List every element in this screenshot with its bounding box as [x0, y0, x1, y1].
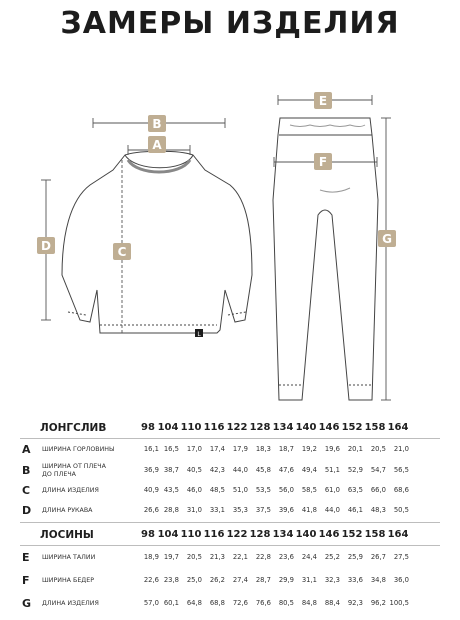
table-row — [0, 461, 460, 480]
value-cell: 48,5 — [209, 485, 225, 494]
value-cell: 21,3 — [209, 552, 225, 561]
value-cell: 17,0 — [186, 444, 202, 453]
value-cell: 39,6 — [278, 505, 294, 514]
value-cell: 18,7 — [278, 444, 294, 453]
value-cell: 53,5 — [255, 485, 271, 494]
badge-g — [378, 230, 396, 247]
size-header: 98 — [141, 529, 155, 540]
value-cell: 31,1 — [301, 575, 317, 584]
measure-label: ДЛИНА РУКАВА — [42, 506, 93, 514]
longsleeve-drawing — [62, 151, 252, 333]
table-row — [0, 501, 460, 520]
value-cell: 72,6 — [232, 598, 248, 607]
value-cell: 25,9 — [347, 552, 363, 561]
value-cell: 20,1 — [347, 444, 363, 453]
value-cell: 33,6 — [347, 575, 363, 584]
value-cell: 54,7 — [370, 465, 386, 474]
value-cell: 28,7 — [255, 575, 271, 584]
value-cell: 21,0 — [393, 444, 409, 453]
value-cell: 26,6 — [143, 505, 159, 514]
measure-label: ШИРИНА ОТ ПЛЕЧА ДО ПЛЕЧА — [42, 462, 106, 478]
size-header: 164 — [387, 529, 409, 540]
value-cell: 92,3 — [347, 598, 363, 607]
badge-a — [148, 136, 166, 153]
size-header: 134 — [272, 422, 294, 433]
value-cell: 80,5 — [278, 598, 294, 607]
measure-label: ШИРИНА БЕДЕР — [42, 576, 94, 584]
value-cell: 22,6 — [143, 575, 159, 584]
value-cell: 41,8 — [301, 505, 317, 514]
value-cell: 26,2 — [209, 575, 225, 584]
value-cell: 23,6 — [278, 552, 294, 561]
value-cell: 33,1 — [209, 505, 225, 514]
value-cell: 64,8 — [186, 598, 202, 607]
size-header: 158 — [364, 422, 386, 433]
table2-title: ЛОСИНЫ — [40, 529, 94, 541]
value-cell: 47,6 — [278, 465, 294, 474]
badge-c — [113, 243, 131, 260]
size-header: 146 — [318, 529, 340, 540]
value-cell: 25,2 — [324, 552, 340, 561]
badge-f — [314, 153, 332, 170]
value-cell: 45,8 — [255, 465, 271, 474]
value-cell: 56,0 — [278, 485, 294, 494]
value-cell: 25,0 — [186, 575, 202, 584]
badge-d — [37, 237, 55, 254]
value-cell: 24,4 — [301, 552, 317, 561]
value-cell: 20,5 — [186, 552, 202, 561]
measure-letter: F — [22, 573, 30, 587]
value-cell: 38,7 — [163, 465, 179, 474]
table2-header — [0, 526, 460, 544]
svg-text:A: A — [152, 138, 162, 152]
size-header: 98 — [141, 422, 155, 433]
size-header: 104 — [157, 529, 179, 540]
value-cell: 46,0 — [186, 485, 202, 494]
size-header: 110 — [180, 529, 202, 540]
value-cell: 42,3 — [209, 465, 225, 474]
svg-text:C: C — [117, 245, 127, 259]
value-cell: 51,0 — [232, 485, 248, 494]
size-header: 122 — [226, 529, 248, 540]
value-cell: 46,1 — [347, 505, 363, 514]
value-cell: 36,0 — [393, 575, 409, 584]
value-cell: 29,9 — [278, 575, 294, 584]
badge-b — [148, 115, 166, 132]
measure-letter: D — [22, 503, 32, 517]
value-cell: 37,5 — [255, 505, 271, 514]
measure-label: ШИРИНА ТАЛИИ — [42, 553, 96, 561]
size-header: 128 — [249, 422, 271, 433]
value-cell: 49,4 — [301, 465, 317, 474]
badge-e — [314, 92, 332, 109]
divider — [20, 438, 440, 439]
size-header: 104 — [157, 422, 179, 433]
value-cell: 17,9 — [232, 444, 248, 453]
value-cell: 20,5 — [370, 444, 386, 453]
value-cell: 34,8 — [370, 575, 386, 584]
value-cell: 32,3 — [324, 575, 340, 584]
value-cell: 40,5 — [186, 465, 202, 474]
table-row — [0, 440, 460, 459]
page-title: ЗАМЕРЫ ИЗДЕЛИЯ — [60, 6, 400, 41]
value-cell: 88,4 — [324, 598, 340, 607]
value-cell: 68,8 — [209, 598, 225, 607]
size-header: 110 — [180, 422, 202, 433]
value-cell: 27,5 — [393, 552, 409, 561]
value-cell: 22,8 — [255, 552, 271, 561]
value-cell: 52,9 — [347, 465, 363, 474]
value-cell: 35,3 — [232, 505, 248, 514]
measure-label: ДЛИНА ИЗДЕЛИЯ — [42, 599, 99, 607]
svg-text:E: E — [318, 94, 328, 108]
value-cell: 48,3 — [370, 505, 386, 514]
size-header: 164 — [387, 422, 409, 433]
value-cell: 66,0 — [370, 485, 386, 494]
measure-letter: A — [22, 442, 31, 456]
value-cell: 19,6 — [324, 444, 340, 453]
svg-text:D: D — [41, 239, 51, 253]
size-header: 116 — [203, 529, 225, 540]
size-header: 152 — [341, 529, 363, 540]
value-cell: 56,5 — [393, 465, 409, 474]
size-header: 140 — [295, 529, 317, 540]
value-cell: 40,9 — [143, 485, 159, 494]
value-cell: 61,0 — [324, 485, 340, 494]
value-cell: 76,6 — [255, 598, 271, 607]
divider — [20, 522, 440, 523]
table-row — [0, 548, 460, 567]
size-header: 140 — [295, 422, 317, 433]
value-cell: 84,8 — [301, 598, 317, 607]
measure-label: ДЛИНА ИЗДЕЛИЯ — [42, 486, 99, 494]
size-header: 116 — [203, 422, 225, 433]
table-row — [0, 594, 460, 613]
svg-text:B: B — [152, 117, 162, 131]
value-cell: 57,0 — [143, 598, 159, 607]
measure-label: ШИРИНА ГОРЛОВИНЫ — [42, 445, 115, 453]
table1-title: ЛОНГСЛИВ — [40, 422, 107, 434]
size-header: 134 — [272, 529, 294, 540]
value-cell: 19,7 — [163, 552, 179, 561]
value-cell: 26,7 — [370, 552, 386, 561]
value-cell: 36,9 — [143, 465, 159, 474]
measure-letter: B — [22, 463, 31, 477]
value-cell: 28,8 — [163, 505, 179, 514]
value-cell: 44,0 — [232, 465, 248, 474]
value-cell: 96,2 — [370, 598, 386, 607]
value-cell: 19,2 — [301, 444, 317, 453]
size-header: 122 — [226, 422, 248, 433]
value-cell: 60,1 — [163, 598, 179, 607]
value-cell: 16,5 — [163, 444, 179, 453]
value-cell: 100,5 — [389, 598, 409, 607]
value-cell: 22,1 — [232, 552, 248, 561]
size-header: 128 — [249, 529, 271, 540]
value-cell: 18,9 — [143, 552, 159, 561]
value-cell: 17,4 — [209, 444, 225, 453]
value-cell: 18,3 — [255, 444, 271, 453]
garment-diagram — [0, 80, 460, 415]
value-cell: 63,5 — [347, 485, 363, 494]
table-row — [0, 571, 460, 590]
table-row — [0, 481, 460, 500]
size-header: 146 — [318, 422, 340, 433]
value-cell: 58,5 — [301, 485, 317, 494]
svg-text:F: F — [318, 155, 328, 169]
value-cell: 27,4 — [232, 575, 248, 584]
measure-letter: G — [22, 596, 32, 610]
table1-header — [0, 419, 460, 437]
value-cell: 51,1 — [324, 465, 340, 474]
value-cell: 16,1 — [143, 444, 159, 453]
size-header: 158 — [364, 529, 386, 540]
value-cell: 31,0 — [186, 505, 202, 514]
value-cell: 68,6 — [393, 485, 409, 494]
value-cell: 23,8 — [163, 575, 179, 584]
value-cell: 43,5 — [163, 485, 179, 494]
measure-letter: C — [22, 483, 31, 497]
value-cell: 44,0 — [324, 505, 340, 514]
size-tag-label: L — [197, 331, 201, 338]
value-cell: 50,5 — [393, 505, 409, 514]
measure-letter: E — [22, 550, 30, 564]
divider — [20, 545, 440, 546]
size-header: 152 — [341, 422, 363, 433]
svg-text:G: G — [382, 232, 392, 246]
